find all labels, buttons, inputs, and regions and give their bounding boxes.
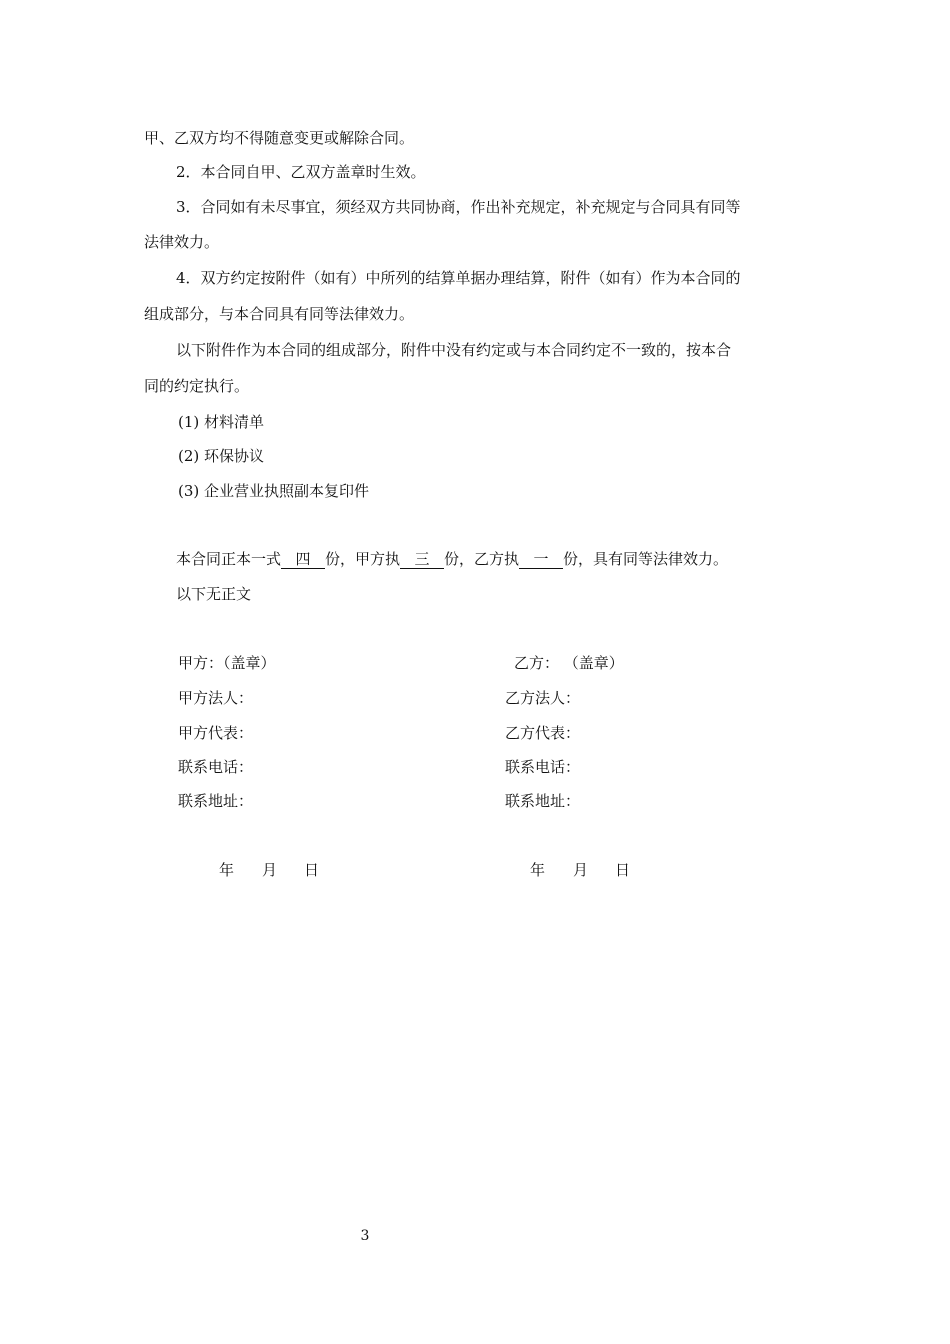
- copies-suffix: 份，具有同等法律效力。: [563, 550, 729, 568]
- party-b-legal-person: 乙方法人：: [505, 689, 581, 707]
- attachments-intro: 以下附件作为本合同的组成部分，附件中没有约定或与本合同约定不一致的，按本合: [176, 341, 732, 359]
- copies-clause: [176, 549, 728, 569]
- party-b-date-year: 年: [530, 861, 546, 879]
- party-a-address: 联系地址：: [178, 792, 254, 810]
- attachment-item: (3) 企业营业执照副本复印件: [178, 482, 370, 500]
- party-b-copies: 一: [519, 550, 563, 569]
- clause-3: 3．合同如有未尽事宜，须经双方共同协商，作出补充规定，补充规定与合同具有同等: [176, 198, 741, 216]
- party-b-label: 乙方： （盖章）: [514, 654, 624, 672]
- party-b-phone: 联系电话：: [505, 758, 581, 776]
- party-a-legal-person: 甲方法人：: [178, 689, 254, 707]
- no-text-below: 以下无正文: [176, 585, 252, 603]
- copies-prefix: 本合同正本一式: [176, 550, 282, 568]
- attachments-intro-continued: 同的约定执行。: [144, 377, 250, 395]
- party-a-label: 甲方：（盖章）: [178, 654, 276, 672]
- copies-after-total: 份，甲方执: [325, 550, 401, 568]
- party-b-representative: 乙方代表：: [505, 724, 581, 742]
- party-a-copies: 三: [400, 550, 444, 569]
- party-a-representative: 甲方代表：: [178, 724, 254, 742]
- body-line-1: 甲、乙双方均不得随意变更或解除合同。: [144, 129, 415, 147]
- attachment-item: (2) 环保协议: [178, 447, 265, 465]
- clause-2: 2．本合同自甲、乙双方盖章时生效。: [176, 163, 426, 181]
- party-a-date-year: 年: [219, 861, 235, 879]
- attachment-item: (1) 材料清单: [178, 413, 265, 431]
- party-b-address: 联系地址：: [505, 792, 581, 810]
- copies-after-party-a: 份，乙方执: [444, 550, 520, 568]
- party-a-date-day: 日: [304, 861, 320, 879]
- page-number: 3: [360, 1228, 370, 1244]
- party-b-date-day: 日: [615, 861, 631, 879]
- clause-3-continued: 法律效力。: [144, 233, 220, 251]
- party-a-date-month: 月: [262, 861, 278, 879]
- party-b-date-month: 月: [573, 861, 589, 879]
- clause-4-continued: 组成部分，与本合同具有同等法律效力。: [144, 305, 415, 323]
- total-copies: 四: [281, 550, 325, 569]
- clause-4: 4．双方约定按附件（如有）中所列的结算单据办理结算，附件（如有）作为本合同的: [176, 269, 741, 287]
- party-a-phone: 联系电话：: [178, 758, 254, 776]
